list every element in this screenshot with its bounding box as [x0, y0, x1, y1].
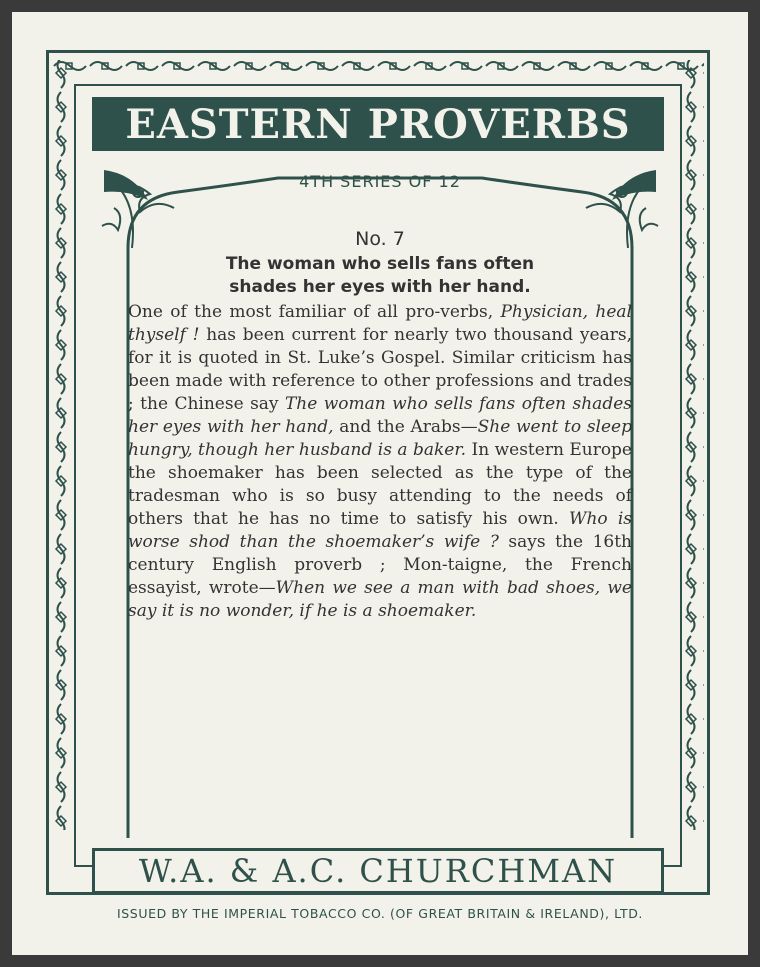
proverb-headline [128, 253, 632, 299]
body-segment-italic: Who is worse shod than the shoemaker’s wife ? [128, 509, 632, 552]
body-segment: One of the most familiar of all pro-verbs, [128, 302, 501, 322]
series-label: 4TH SERIES OF 12 [299, 172, 461, 191]
maker-banner [92, 848, 664, 894]
body-segment-italic: Physician, heal thyself ! [128, 302, 632, 345]
body-segment: has been current for nearly two thousand years, for it is quoted in St. Luke’s Gospel. Similar criticism has been made with reference to other professions and trades ; the Chinese say [128, 325, 632, 414]
headline-line-2: shades her eyes with her hand. [229, 277, 531, 297]
body-segment: and the Arabs— [333, 417, 478, 437]
issuer-line: ISSUED BY THE IMPERIAL TOBACCO CO. (OF GREAT BRITAIN & IRELAND), LTD. [116, 906, 643, 921]
body-segment: says the 16th century English proverb ; Mon-taigne, the French essayist, wrote— [128, 532, 632, 598]
body-segment: In western Europe the shoemaker has been selected as the type of the tradesman who is so busy attending to the needs of others that he has no time to satisfy his own. [128, 440, 632, 529]
body-segment-italic: She went to sleep hungry, though her husband is a baker. [128, 417, 632, 460]
proverb-body [128, 301, 632, 623]
card-title: EASTERN PROVERBS [125, 100, 631, 148]
body-segment-italic: When we see a man with bad shoes, we say it is no wonder, if he is a shoemaker. [128, 578, 632, 621]
body-segment-italic: The woman who sells fans often shades her eyes with her hand, [128, 394, 632, 437]
headline-line-1: The woman who sells fans often [225, 254, 535, 274]
title-banner [92, 97, 664, 151]
card-content [128, 228, 632, 623]
maker-name: W.A. & A.C. CHURCHMAN [138, 852, 618, 890]
card-number: No. 7 [355, 228, 405, 250]
